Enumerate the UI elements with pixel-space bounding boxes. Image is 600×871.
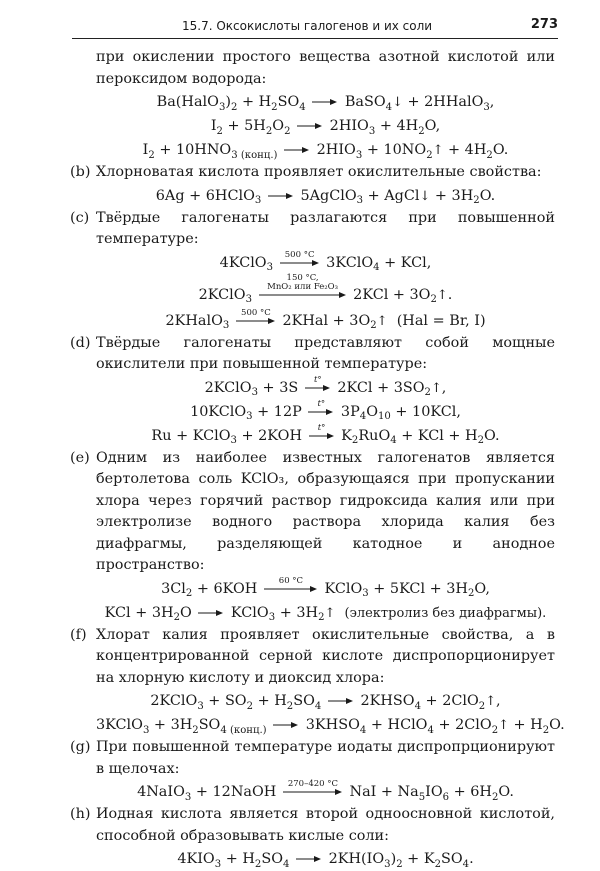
equation: KCl + $3H_2O$ KClO$_3$ + $3H_2↑$ (электролиз без диафрагмы). xyxy=(104,604,547,624)
condition-label: t° xyxy=(313,374,322,385)
equation: 2KHalO$_3$ 500 °C 2KHal + $3O_2↑$ (Hal = Br, I) xyxy=(165,307,486,332)
item-label: (b) xyxy=(70,164,91,180)
item-text: Твёрдые галогенаты представляют собой мощные окислители при повышенной температуре: xyxy=(96,334,555,372)
equation-group-a xyxy=(70,90,555,162)
equation: 2KClO$_3$ + 3S t° $2KCl + 3SO_2↑$, xyxy=(204,374,447,399)
item-label: (c) xyxy=(70,209,90,226)
page-number: 273 xyxy=(530,17,558,32)
equation: $4KIO_3 + H_2SO_4$ $2KH(IO_3)_2 + K_2SO_4$. xyxy=(177,851,474,870)
item-text: Твёрдые галогенаты разлагаются при повышенной температуре: xyxy=(96,209,555,247)
equation-group-g xyxy=(70,780,555,804)
item-text: Хлорат калия проявляет окислительные свойства, а в концентрированной серной кислоте диспропорционирует на хлорную кислоту и диоксид хлора: xyxy=(96,626,555,686)
list-item-h xyxy=(70,804,555,847)
page-body xyxy=(70,47,565,871)
condition-label: t° xyxy=(317,422,326,433)
list-item-f xyxy=(70,625,555,690)
electrolysis-note: (электролиз без диафрагмы). xyxy=(344,605,547,621)
item-text: Иодная кислота является второй одноосновной кислотой, способной образовывать кислые соли: xyxy=(96,806,555,844)
condition-label: (конц.) xyxy=(240,149,278,161)
item-text: Хлорноватая кислота проявляет окислительные свойства: xyxy=(96,164,542,180)
item-label: (f) xyxy=(70,626,87,643)
list-item-c xyxy=(70,208,555,251)
condition-label: t° xyxy=(317,398,326,409)
condition-label: (конц.) xyxy=(229,724,267,736)
equation: 10KClO$_3$ + 12P t° $3P_4O_{10} + 10KCl$, xyxy=(190,398,461,423)
equation: 4KClO$_3$ 500 °C 3KClO$_4$ + KCl, xyxy=(219,249,432,274)
equation-group-e xyxy=(70,577,555,625)
equation: $I_2 + 10HNO_{3 (конц.)}$ $2HIO_3$ + $10NO_2↑ + 4H_2O$. xyxy=(142,142,509,161)
equation: 6Ag + 6HClO$_3$ 5AgClO$_3$ + AgCl↓ + $3H_2O$. xyxy=(155,187,496,207)
condition-label: 500 °C xyxy=(284,249,315,260)
equation: 4NaIO$_3$ + 12NaOH 270–420 °C NaI + $Na_5IO_6 + 6H_2O$. xyxy=(137,779,514,803)
running-header xyxy=(72,16,558,39)
condition-label: MnO₂ или Fe₂O₃ xyxy=(267,281,339,292)
list-item-d xyxy=(70,333,555,376)
equation: $I_2 + 5H_2O_2$ $2HIO_3 + 4H_2O$, xyxy=(210,118,441,137)
equation: 3KClO$_3$ + $3H_2SO_{4 (конц.)}$ $3KHSO_4$ + HClO$_4$ + 2ClO$_2$↑ + $H_2O$. xyxy=(96,717,565,736)
equation: Ru + KClO$_3$ + 2KOH t° $K_2RuO_4$ + KCl + $H_2O$. xyxy=(151,422,500,447)
equation-group-f xyxy=(70,689,565,737)
equation: $3Cl_2 + 6KOH$ 60 °C KClO$_3$ + $5KCl + 3H_2O$, xyxy=(161,575,490,600)
item-text: При повышенной температуре иодаты диспропрционируют в щелочах: xyxy=(96,739,555,777)
condition-label: 500 °C xyxy=(241,307,271,318)
equation: 2KClO$_3$ + $SO_2 + H_2SO_4$ $2KHSO_4$ + 2ClO$_2$↑, xyxy=(150,693,501,712)
item-text: Одним из наиболее известных галогенатов является бертолетова соль KClO₃, образующаяся при пропускании хлора через горячий раствор гидроксида калия или при электролизе водного раствора хлорида калия без диафрагмы, разделяющей катодное и анодное пространство: xyxy=(96,449,555,573)
equation-group-b xyxy=(70,184,555,208)
condition-label: 60 °C xyxy=(278,575,304,586)
equation: 2KClO$_3$ 150 °C, MnO₂ или Fe₂O₃ $2KCl + 3O_2↑$. xyxy=(198,272,453,306)
halogen-note: (Hal = Br, I) xyxy=(396,312,486,329)
equation-group-d xyxy=(70,376,555,448)
item-label: (d) xyxy=(70,334,91,351)
condition-label: 270–420 °C xyxy=(287,779,338,789)
item-label: (h) xyxy=(70,806,91,822)
list-item-g xyxy=(70,737,555,780)
condition-label: 150 °C, xyxy=(286,272,319,283)
equation-group-c xyxy=(70,251,555,333)
list-item-e xyxy=(70,448,555,577)
item-label: (g) xyxy=(70,739,91,755)
list-item-b xyxy=(70,162,555,184)
equation: $Ba(HalO_3)_2 + H_2SO_4$ BaSO$_4$↓ + 2HHalO$_3$, xyxy=(156,94,495,113)
section-title: 15.7. Оксокислоты галогенов и их соли xyxy=(182,19,433,33)
item-label: (e) xyxy=(70,449,90,466)
equation-group-h xyxy=(70,847,555,871)
intro-paragraph: при окислении простого вещества азотной кислотой или пероксидом водорода: xyxy=(96,49,555,87)
